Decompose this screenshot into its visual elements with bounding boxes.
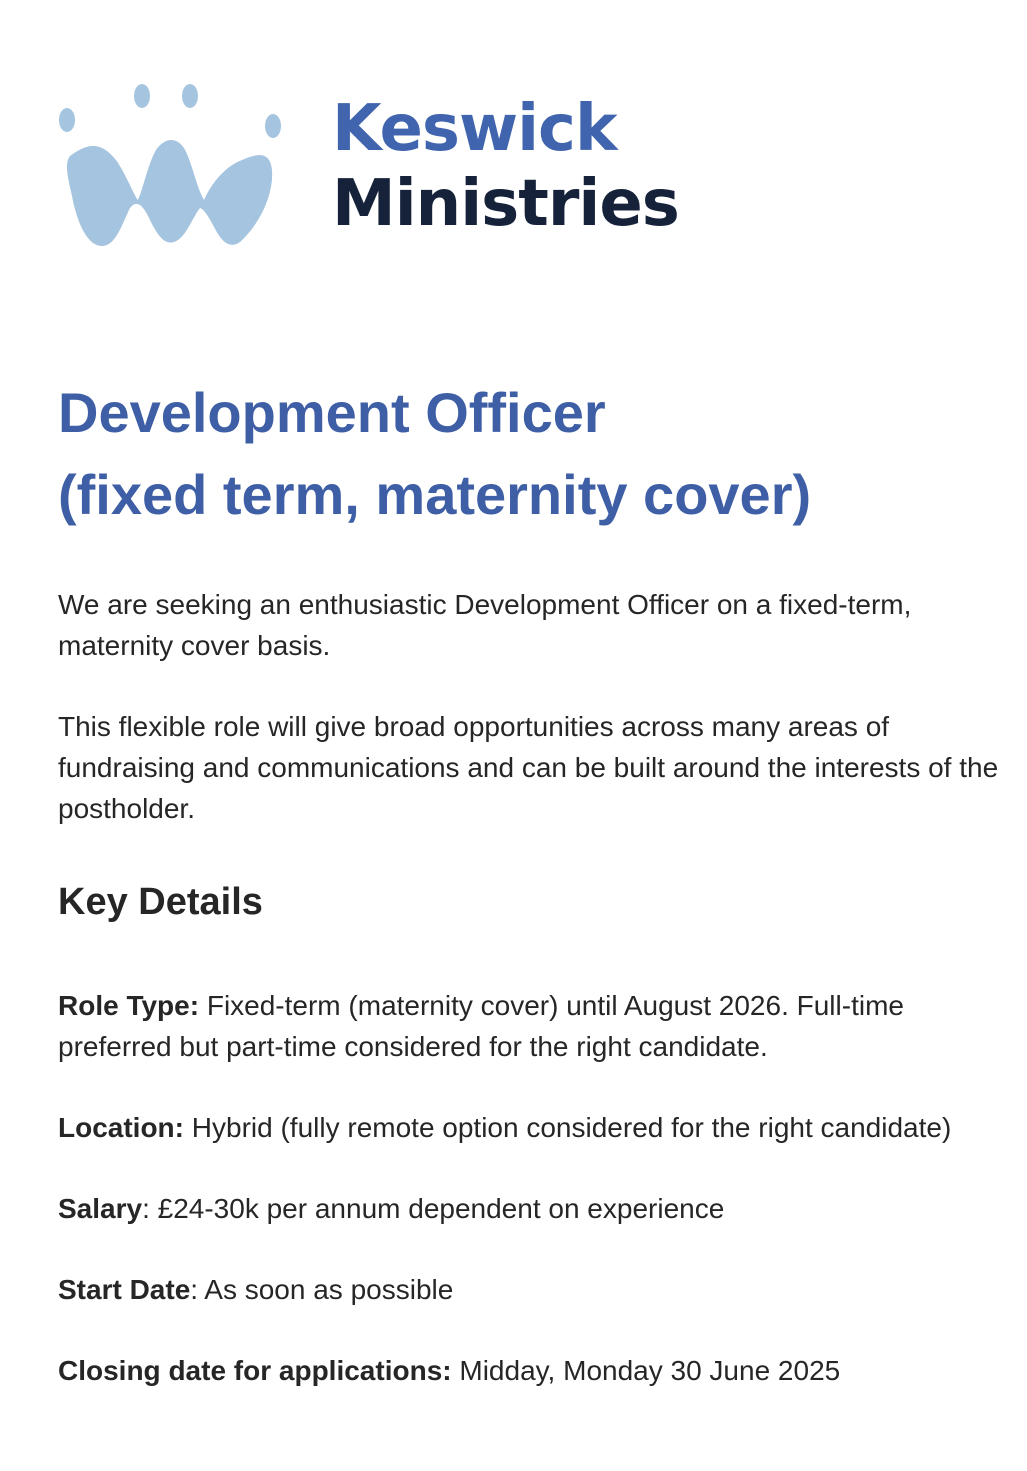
detail-label: Location: bbox=[58, 1112, 184, 1143]
keswick-ministries-logo bbox=[56, 78, 679, 258]
title-line-2: (fixed term, maternity cover) bbox=[58, 463, 812, 526]
job-advert bbox=[58, 372, 1008, 1391]
detail-value: Midday, Monday 30 June 2025 bbox=[451, 1355, 841, 1386]
detail-label: Salary bbox=[58, 1193, 143, 1224]
intro-paragraph-2: This flexible role will give broad opportunities across many areas of fundraising and communications and can be built around the interests of the postholder. bbox=[58, 711, 999, 824]
detail-location bbox=[58, 1107, 1008, 1148]
detail-label: Role Type: bbox=[58, 990, 200, 1021]
key-details-heading: Key Details bbox=[58, 881, 263, 923]
logo-wordmark bbox=[332, 92, 679, 242]
detail-role-type bbox=[58, 985, 1008, 1067]
detail-label: Closing date for applications: bbox=[58, 1355, 452, 1386]
logo-line-keswick: Keswick bbox=[332, 92, 617, 166]
detail-value: Fixed-term (maternity cover) until August 2026. Full-time preferred but part-time considered for the right candidate. bbox=[58, 990, 904, 1062]
logo-line-ministries: Ministries bbox=[332, 167, 679, 241]
detail-salary bbox=[58, 1188, 1008, 1229]
detail-value: : £24-30k per annum dependent on experience bbox=[142, 1193, 725, 1224]
detail-start-date bbox=[58, 1269, 1008, 1310]
detail-closing-date bbox=[58, 1350, 1008, 1391]
page-title bbox=[58, 372, 1008, 536]
intro-paragraph-1: We are seeking an enthusiastic Development Officer on a fixed-term, maternity cover basis. bbox=[58, 589, 912, 661]
title-line-1: Development Officer bbox=[58, 381, 606, 444]
detail-label: Start Date bbox=[58, 1274, 191, 1305]
logo-figures-icon bbox=[56, 78, 296, 258]
detail-value: Hybrid (fully remote option considered for the right candidate) bbox=[184, 1112, 952, 1143]
detail-value: : As soon as possible bbox=[190, 1274, 454, 1305]
